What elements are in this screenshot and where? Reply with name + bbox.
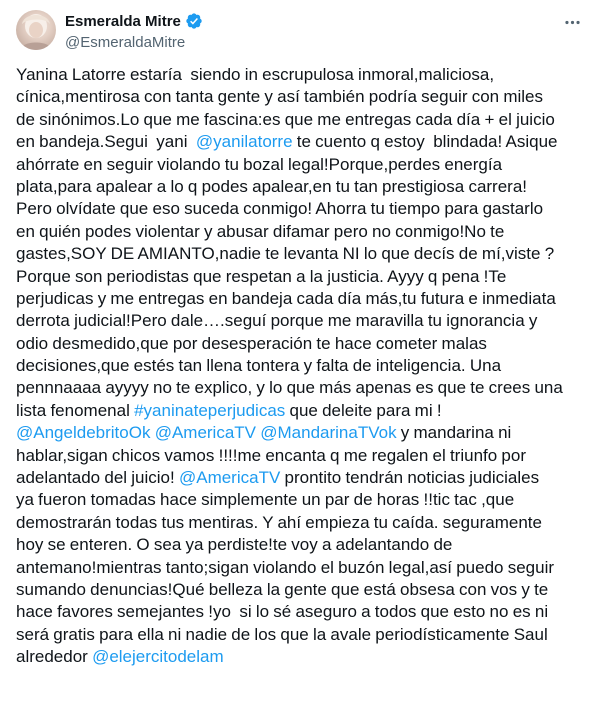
tweet-line (16, 445, 584, 467)
tweet-line (16, 243, 584, 265)
tweet-text-segment: te cuento q estoy blindada! Asique (292, 132, 558, 152)
tweet-text-segment: perjudicas y me entregas en bandeja cada día más,tu futura e inmediata (16, 288, 556, 308)
tweet-text-segment: Pero olvídate que eso suceda conmigo! Ahorra tu tiempo para gastarlo (16, 199, 544, 219)
tweet-line (16, 512, 584, 534)
tweet-text-segment: lista fenomenal (16, 400, 135, 420)
mention-link[interactable]: @AmericaTV (154, 423, 257, 443)
tweet-line (16, 377, 584, 399)
tweet-header (16, 6, 582, 56)
more-options-icon[interactable] (562, 12, 582, 32)
tweet-line (16, 646, 584, 668)
tweet-text-segment: demostrarán todas tus mentiras. Y ahí empieza tu caída. seguramente (16, 512, 542, 532)
tweet-text-segment: antemano!mientras tanto;sigan violando el buzón legal,así puedo seguir (16, 557, 555, 577)
tweet-line (16, 624, 584, 646)
tweet-text-segment: cínica,mentirosa con tanta gente y así también podría seguir con miles (16, 87, 544, 107)
tweet-text-segment: odio desmedido,que por desesperación te hace cometer malas (16, 333, 487, 353)
tweet-text-segment: sumando denuncias!Qué belleza la gente que está obsesa con vos y te (16, 579, 549, 599)
tweet-line (16, 601, 584, 623)
tweet-line (16, 400, 584, 422)
tweet-text-segment: será gratis para ella ni nadie de los que la avale periodísticamente Saul (16, 624, 548, 644)
tweet-line (16, 266, 584, 288)
mention-link[interactable]: @MandarinaTVok (260, 423, 397, 443)
display-name-row (65, 11, 203, 31)
tweet-text-segment: y mandarina ni (396, 423, 512, 443)
tweet-line (16, 288, 584, 310)
tweet-text-segment: alrededor (16, 647, 93, 667)
tweet-text-segment: Yanina Latorre estaría siendo in escrupulosa inmoral,maliciosa, (16, 65, 495, 84)
tweet-line (16, 422, 584, 444)
display-name[interactable]: Esmeralda Mitre (65, 12, 181, 30)
mention-link[interactable]: @AmericaTV (178, 468, 281, 488)
tweet-text (16, 64, 584, 669)
mention-link[interactable]: @AngeldebritoOk (16, 423, 151, 443)
mention-link[interactable]: @yanilatorre (195, 132, 293, 152)
tweet-text-segment: hace favores semejantes !yo si lo sé aseguro a todos que esto no es ni (16, 602, 549, 622)
tweet-line (16, 64, 584, 86)
tweet-line (16, 534, 584, 556)
tweet-line (16, 467, 584, 489)
tweet-line (16, 310, 584, 332)
verified-badge-icon (185, 12, 203, 30)
author-handle[interactable]: @EsmeraldaMitre (65, 34, 186, 51)
tweet-text-segment: Porque son periodistas que respetan a la justicia. Ayyy q pena !Te (16, 266, 507, 286)
tweet-line (16, 579, 584, 601)
tweet-line (16, 489, 584, 511)
tweet-line (16, 198, 584, 220)
tweet-text-segment: en bandeja.Segui yani (16, 132, 196, 152)
tweet-text-segment: plata,para apalear a lo q podes apalear,en tu tan prestigiosa carrera! (16, 176, 528, 196)
hashtag-link[interactable]: #yaninateperjudicas (134, 400, 286, 420)
tweet-text-segment: ya fueron tomadas hace simplemente un par de horas !!tic tac ,que (16, 490, 515, 510)
tweet-text-segment: pennnaaaa ayyyy no te explico, y lo que más apenas es que te crees una (16, 378, 563, 398)
tweet-text-segment: prontito tendrán noticias judiciales (280, 468, 540, 488)
author-names (65, 11, 203, 51)
tweet-text-segment: hablar,sigan chicos vamos !!!!me encanta q me regalen el triunfo por (16, 445, 527, 465)
tweet-line (16, 557, 584, 579)
tweet-text-segment: adelantado del juicio! (16, 468, 179, 488)
tweet-text-segment: en quién podes violentar y abusar difamar pero no conmigo!No te (16, 221, 505, 241)
avatar[interactable] (16, 10, 56, 50)
tweet-text-segment: que deleite para mi ! (285, 400, 442, 420)
tweet-text-segment: decisiones,que estés tan llena tontera y falta de inteligencia. Una (16, 356, 502, 376)
tweet-text-segment: hoy se enteren. O sea ya perdiste!te voy a adelantando de (16, 535, 453, 555)
tweet-text-segment: ahórrate en seguir violando tu bozal legal!Porque,perdes energía (16, 154, 503, 174)
tweet-line (16, 333, 584, 355)
tweet-line (16, 355, 584, 377)
tweet-line (16, 176, 584, 198)
tweet-line (16, 109, 584, 131)
avatar-image (16, 10, 56, 50)
tweet-line (16, 131, 584, 153)
tweet-line (16, 221, 584, 243)
tweet-line (16, 86, 584, 108)
tweet-text-segment: derrota judicial!Pero dale….seguí porque me maravilla tu ignorancia y (16, 311, 538, 331)
tweet-line (16, 154, 584, 176)
tweet-text-segment: de sinónimos.Lo que me fascina:es que me entregas cada día + el juicio (16, 109, 555, 129)
mention-link[interactable]: @elejercitodelam (92, 647, 224, 667)
tweet-text-segment: gastes,SOY DE AMIANTO,nadie te levanta NI lo que decís de mí,viste ? (16, 244, 555, 264)
